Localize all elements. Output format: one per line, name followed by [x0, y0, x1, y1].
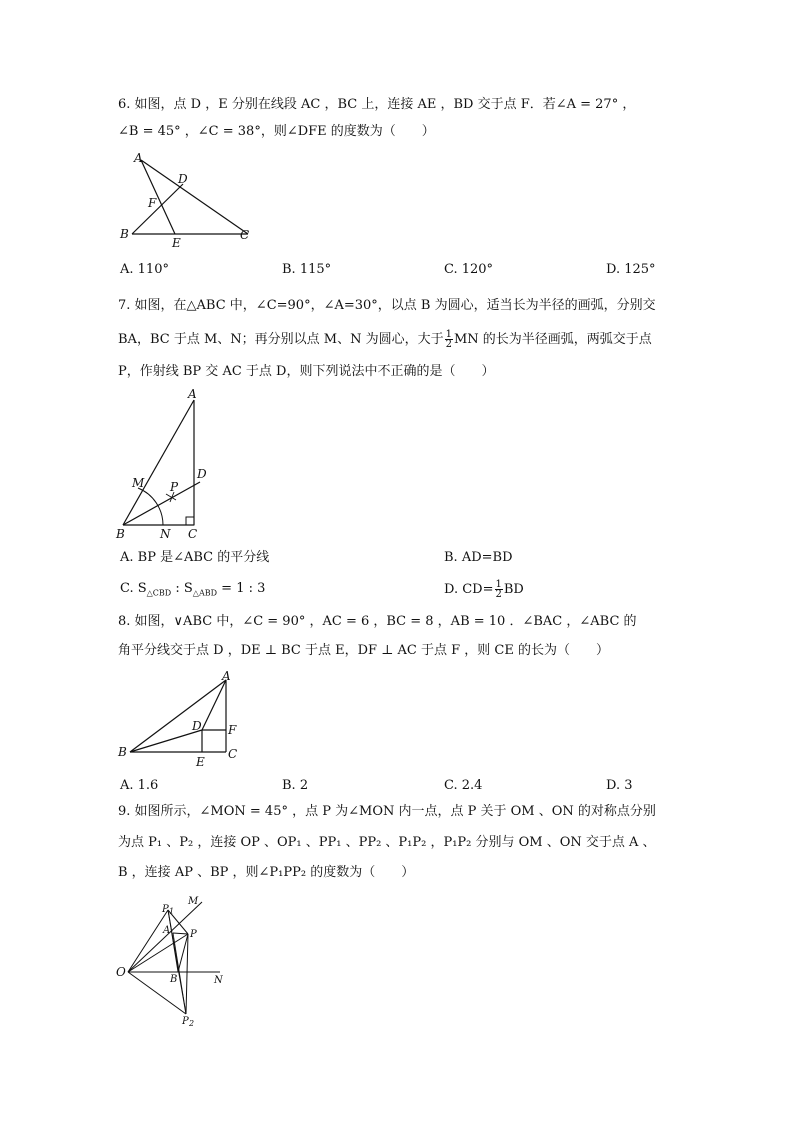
q8-option-a[interactable]: A. 1.6 [120, 778, 159, 793]
q6-line-1: 6. 如图，点 D ，E 分别在线段 AC ，BC 上，连接 AE ，BD 交于点 F．若∠A = 27° ， [118, 97, 636, 112]
q7-line-1: 7. 如图，在△ABC 中，∠C=90°，∠A=30°，以点 B 为圆心，适当长为半径的画弧，分别交 [118, 298, 656, 313]
q9-line-3: B ，连接 AP 、BP ，则∠P₁PP₂ 的度数为（ ） [118, 865, 415, 880]
q7-line-2-text-b: MN 的长为半径画弧，两弧交于点 [453, 332, 652, 347]
q7-option-d[interactable] [444, 580, 524, 599]
q7-option-c-mid: : S [171, 581, 193, 596]
q9-label-a: A [163, 925, 171, 936]
q9-label-p1: P [162, 904, 169, 915]
q8-line-1: 8. 如图，∨ABC 中，∠C = 90° ，AC = 6 ，BC = 8 ，AB = 10 ．∠BAC ，∠ABC 的 [118, 614, 637, 629]
q7-option-d-frac-num: 1 [495, 579, 502, 590]
q6-line-2: ∠B = 45° ，∠C = 38°，则∠DFE 的度数为（ ） [118, 124, 435, 139]
q7-option-c-end: = 1 : 3 [217, 581, 266, 596]
q7-label-b: B [116, 527, 125, 541]
q7-label-c: C [188, 527, 198, 541]
q8-label-b: B [118, 745, 127, 759]
q7-option-b[interactable]: B. AD=BD [444, 550, 513, 565]
q9-label-b: B [170, 974, 178, 985]
q7-label-p: P [170, 480, 179, 494]
q6-label-b: B [120, 227, 129, 241]
q6-option-b[interactable]: B. 115° [282, 262, 332, 277]
q6-label-f: F [148, 196, 157, 210]
q9-label-m: M [188, 896, 199, 907]
q7-frac-den: 2 [445, 339, 452, 350]
q8-option-d[interactable]: D. 3 [606, 778, 633, 793]
q8-figure [114, 670, 244, 770]
q7-fraction-half [445, 330, 453, 349]
q7-label-a: A [188, 387, 197, 401]
q8-line-2: 角平分线交于点 D ，DE ⊥ BC 于点 E，DF ⊥ AC 于点 F ，则 CE 的长为（ ） [118, 643, 609, 658]
q9-figure [112, 890, 242, 1030]
q7-figure [110, 388, 220, 543]
q7-option-d-frac-den: 2 [495, 589, 502, 600]
q8-label-e: E [196, 755, 205, 769]
q6-option-a[interactable]: A. 110° [120, 262, 169, 277]
q7-option-c-sub1: △CBD [146, 588, 172, 598]
q7-line-2-text-a: BA，BC 于点 M、N；再分别以点 M、N 为圆心，大于 [118, 332, 444, 347]
q7-label-m: M [132, 476, 145, 490]
q7-frac-num: 1 [445, 329, 452, 340]
q8-label-c: C [228, 747, 238, 761]
q8-option-b[interactable]: B. 2 [282, 778, 309, 793]
q9-line-2: 为点 P₁ 、P₂ ，连接 OP 、OP₁ 、PP₁ 、PP₂ 、P₁P₂ ，P₁P₂ 分别与 OM 、ON 交于点 A 、 [118, 835, 656, 850]
q9-label-n: N [214, 975, 223, 986]
q9-label-p2: P [182, 1016, 189, 1027]
q7-option-c-sub2: △ABD [192, 588, 218, 598]
q6-figure [112, 150, 262, 250]
q6-label-c: C [240, 228, 250, 242]
q8-option-c[interactable]: C. 2.4 [444, 778, 483, 793]
q7-label-n: N [160, 527, 171, 541]
q8-label-a: A [222, 669, 231, 683]
q6-option-c[interactable]: C. 120° [444, 262, 494, 277]
q9-line-1: 9. 如图所示，∠MON = 45° ，点 P 为∠MON 内一点，点 P 关于 OM 、ON 的对称点分别 [118, 804, 656, 819]
q9-label-p2-sub: 2 [189, 1019, 195, 1028]
q9-label-o: O [116, 965, 126, 979]
q6-label-a: A [134, 151, 143, 165]
q7-option-c[interactable] [120, 580, 265, 603]
q8-label-f: F [228, 723, 237, 737]
q9-label-p1-sub: 1 [169, 907, 175, 916]
q6-label-d: D [178, 172, 188, 186]
q7-option-d-label: D. CD= [444, 582, 494, 597]
q7-option-d-fraction [495, 580, 503, 599]
q6-option-d[interactable]: D. 125° [606, 262, 656, 277]
q7-line-3: P，作射线 BP 交 AC 于点 D，则下列说法中不正确的是（ ） [118, 364, 495, 379]
q8-label-d: D [192, 719, 202, 733]
q6-label-e: E [172, 236, 181, 250]
q7-option-a[interactable]: A. BP 是∠ABC 的平分线 [120, 550, 270, 565]
q7-option-d-end: BD [503, 582, 524, 597]
q7-line-2 [118, 330, 652, 349]
q9-label-p: P [190, 929, 197, 940]
q7-option-c-label: C. S [120, 581, 147, 596]
q7-label-d: D [197, 467, 207, 481]
